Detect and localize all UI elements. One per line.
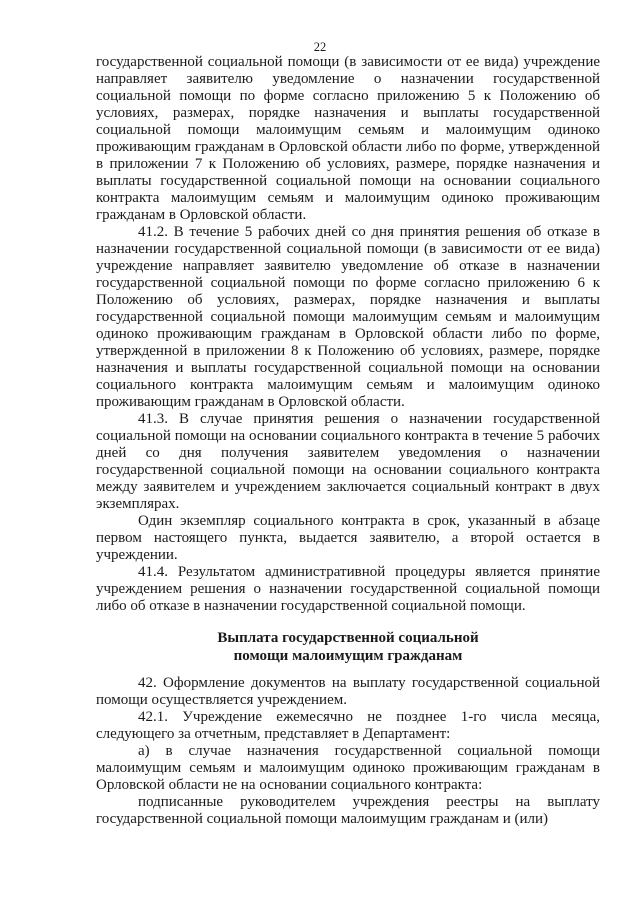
paragraph-42-1-a: а) в случае назначения государственной социальной помощи малоимущим семьям и малоимущим одиноко проживающим гражданам в Орловской области не на основании социального контракта:	[96, 743, 600, 793]
paragraph-42: 42. Оформление документов на выплату государственной социальной помощи осуществляется учреждением.	[96, 675, 600, 708]
paragraph-41-3: 41.3. В случае принятия решения о назначении государственной социальной помощи на основании социального контракта в течение 5 рабочих дней со дня получения заявителем уведомления о назначении государственной социальной помощи на основании социального контракта между заявителем и учреждением заключается социальный контракт в двух экземплярах.	[96, 411, 600, 512]
paragraph-continuation: государственной социальной помощи (в зависимости от ее вида) учреждение направляет заявителю уведомление о назначении государственной социальной помощи по форме согласно приложению 5 к Положению об условиях, размерах, порядке назначения и выплаты государственной социальной помощи малоимущим семьям и малоимущим одиноко проживающим гражданам в Орловской области либо по форме, утвержденной в приложении 7 к Положению об условиях, размере, порядке назначения и выплаты государственной социальной помощи на основании социального контракта малоимущим семьям и малоимущим одиноко проживающим гражданам в Орловской области.	[96, 54, 600, 223]
page-number: 22	[313, 40, 327, 54]
document-body	[96, 54, 600, 828]
section-heading	[96, 629, 600, 665]
paragraph-41-3-copy: Один экземпляр социального контракта в срок, указанный в абзаце первом настоящего пункта, выдается заявителю, а второй остается в учреждении.	[96, 513, 600, 563]
section-heading-line-1: Выплата государственной социальной	[217, 630, 479, 646]
paragraph-41-4: 41.4. Результатом административной процедуры является принятие учреждением решения о назначении государственной социальной помощи либо об отказе в назначении государственной социальной помощи.	[96, 564, 600, 614]
section-heading-line-2: помощи малоимущим гражданам	[233, 648, 463, 664]
paragraph-42-1-a-registers: подписанные руководителем учреждения реестры на выплату государственной социальной помощи малоимущим гражданам и (или)	[96, 794, 600, 827]
paragraph-42-1: 42.1. Учреждение ежемесячно не позднее 1-го числа месяца, следующего за отчетным, представляет в Департамент:	[96, 709, 600, 742]
paragraph-41-2: 41.2. В течение 5 рабочих дней со дня принятия решения об отказе в назначении государственной социальной помощи (в зависимости от ее вида) учреждение направляет заявителю уведомление об отказе в назначении государственной социальной помощи по форме согласно приложению 6 к Положению об условиях, размерах, порядке назначения и выплаты государственной социальной помощи малоимущим семьям и малоимущим одиноко проживающим гражданам в Орловской области либо по форме, утвержденной в приложении 8 к Положению об условиях, размере, порядке назначения и выплаты государственной социальной помощи на основании социального контракта малоимущим семьям и малоимущим одиноко проживающим гражданам в Орловской области.	[96, 224, 600, 410]
